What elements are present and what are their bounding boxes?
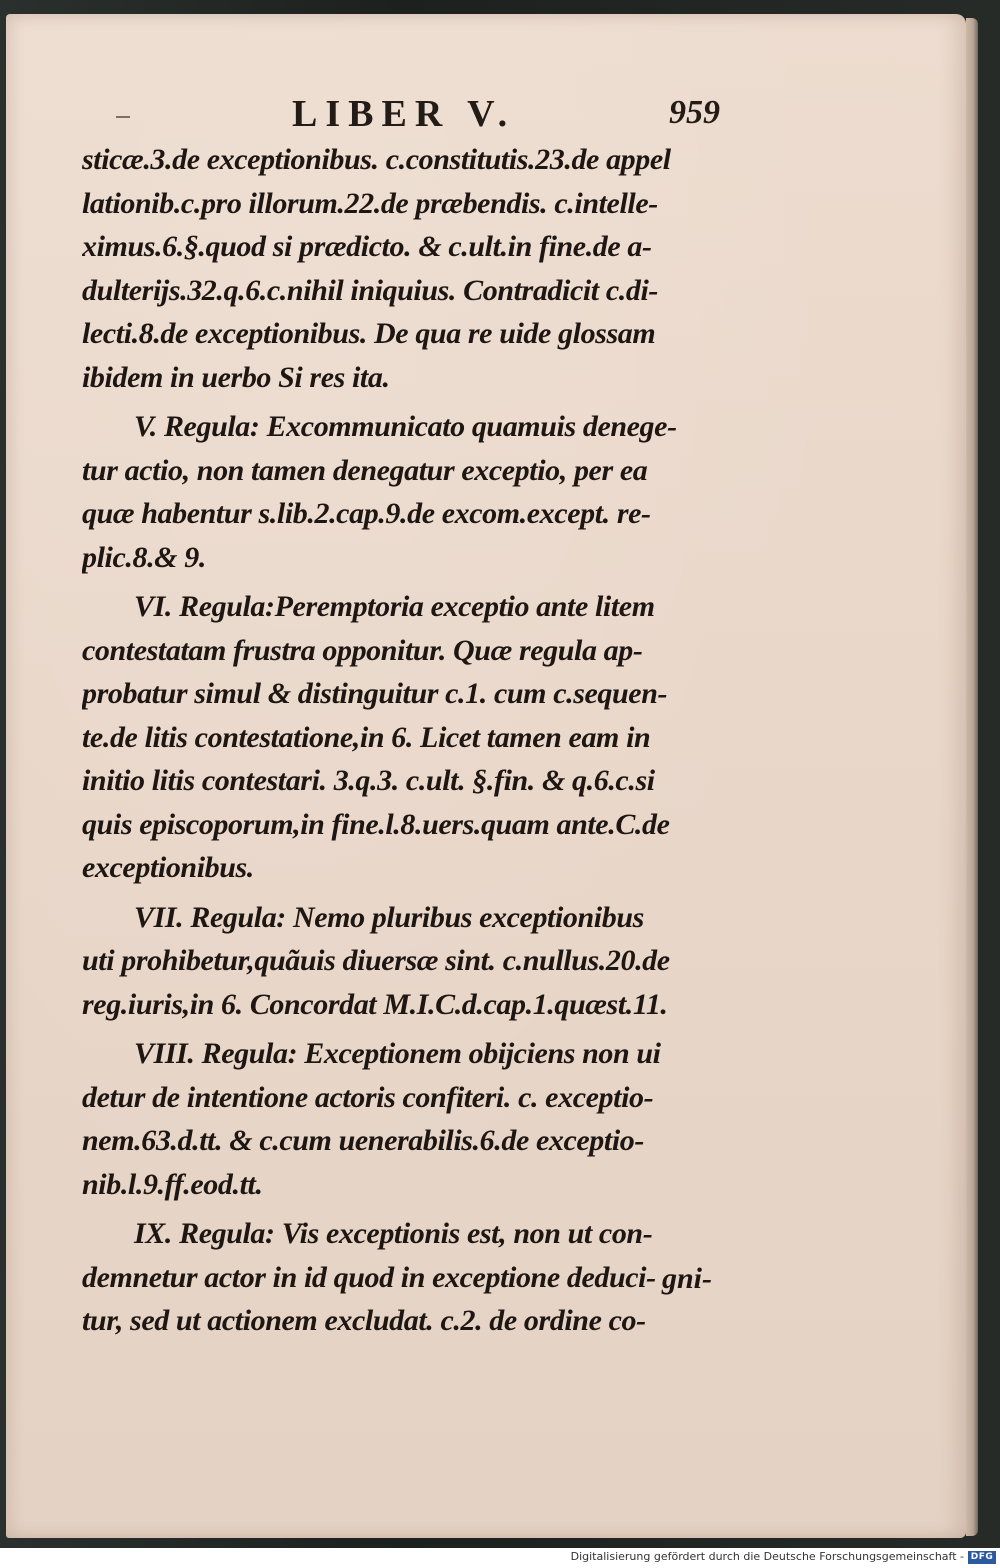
book-page [6, 14, 966, 1538]
text-line: lationib.c.pro illorum.22.de præbendis. c.intelle- [82, 186, 658, 220]
page-edge [966, 18, 978, 1536]
text-line: exceptionibus. [82, 851, 254, 884]
text-line: contestatam frustra opponitur. Quæ regula ap- [82, 633, 643, 667]
text-line: tur actio, non tamen denegatur exceptio, per ea [82, 453, 648, 487]
text-line: detur de intentione actoris confiteri. c. exceptio- [82, 1080, 654, 1114]
text-line: demnetur actor in id quod in exceptione deduci- [82, 1260, 656, 1294]
text-line: sticæ.3.de exceptionibus. c.constitutis.23.de appel [82, 143, 671, 176]
text-line: lecti.8.de exceptionibus. De qua re uide glossam [82, 317, 656, 350]
text-line: nem.63.d.tt. & c.cum uenerabilis.6.de exceptio- [82, 1124, 644, 1157]
funding-credit: Digitalisierung gefördert durch die Deutsche Forschungsgemeinschaft - [570, 1550, 964, 1563]
page-number: 959 [669, 94, 720, 131]
text-line: plic.8.& 9. [82, 540, 206, 574]
text-line: nib.l.9.ff.eod.tt. [82, 1167, 263, 1201]
page-title: LIBER V. [292, 93, 516, 135]
text-line: te.de litis contestatione,in 6. Licet tamen eam in [82, 720, 651, 754]
text-line: VI. Regula:Peremptoria exceptio ante litem [134, 590, 655, 623]
text-line: uti prohibetur,quãuis diuersæ sint. c.nullus.20.de [82, 944, 670, 977]
text-line: tur, sed ut actionem excludat. c.2. de ordine co- [82, 1304, 646, 1337]
text-line: ibidem in uerbo Si res ita. [82, 360, 390, 394]
text-line: ximus.6.§.quod si prædicto. & c.ult.in fine.de a- [82, 230, 652, 263]
text-line: dulterijs.32.q.6.c.nihil iniquius. Contradicit c.di- [82, 273, 658, 307]
text-line: VIII. Regula: Exceptionem obijciens non ui [134, 1037, 661, 1070]
text-line: reg.iuris,in 6. Concordat M.I.C.d.cap.1.quæst.11. [82, 987, 668, 1021]
text-line: IX. Regula: Vis exceptionis est, non ut con- [134, 1217, 653, 1250]
text-line: probatur simul & distinguitur c.1. cum c.sequen- [82, 677, 668, 710]
running-head [92, 92, 720, 140]
text-line: VII. Regula: Nemo pluribus exceptionibus [134, 900, 644, 934]
catchword: gni- [662, 1262, 713, 1295]
text-line: V. Regula: Excommunicato quamuis denege- [134, 410, 677, 443]
text-line: quæ habentur s.lib.2.cap.9.de excom.except. re- [82, 497, 651, 530]
text-line: initio litis contestari. 3.q.3. c.ult. §.fin. & q.6.c.si [82, 764, 655, 797]
dfg-logo: DFG [968, 1551, 996, 1564]
body-text [82, 138, 722, 1343]
text-line: quis episcoporum,in fine.l.8.uers.quam ante.C.de [82, 807, 670, 841]
head-dash [116, 116, 130, 118]
